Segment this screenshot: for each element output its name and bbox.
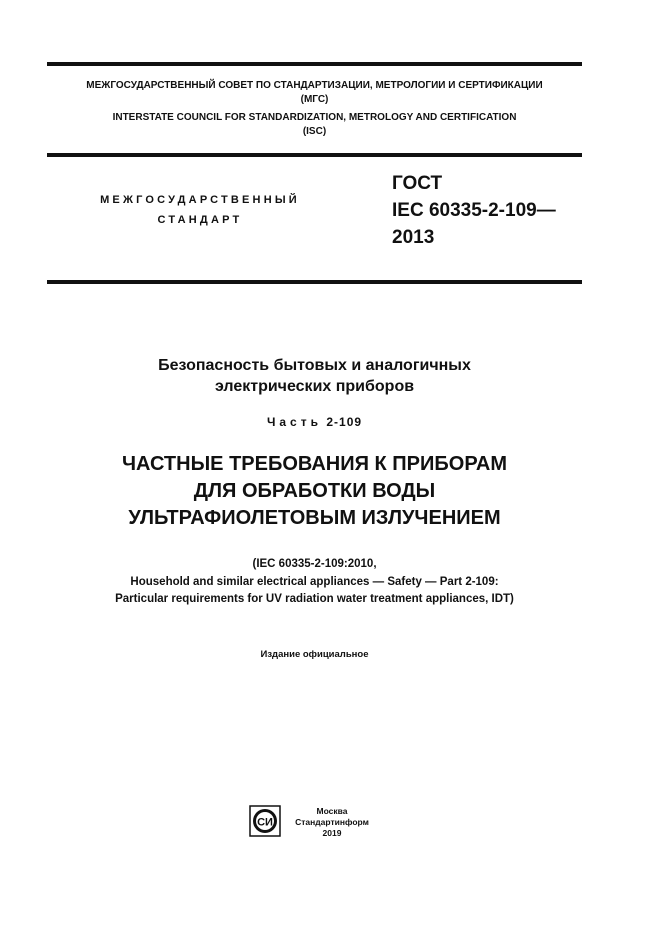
publisher-year: 2019 [322, 828, 342, 838]
main-title-line2: ДЛЯ ОБРАБОТКИ ВОДЫ [193, 480, 436, 502]
gost-designation [392, 170, 556, 251]
header-rule [47, 153, 582, 157]
iec-ref-line3: Particular requirements for UV radiation water treatment appliances, IDT) [115, 593, 514, 605]
standartinform-logo [249, 805, 281, 837]
part-heading [47, 415, 582, 429]
publisher-city: Москва [316, 806, 348, 816]
main-title-line1: ЧАСТНЫЕ ТРЕБОВАНИЯ К ПРИБОРАМ [121, 453, 508, 475]
publisher-name: Стандартинформ [295, 817, 369, 827]
gost-year: 2013 [392, 227, 435, 248]
main-title-line3: УЛЬТРАФИОЛЕТОВЫМ ИЗЛУЧЕНИЕМ [128, 507, 501, 529]
gost-number: IEC 60335-2-109— [392, 200, 556, 221]
logo-text: СИ [257, 816, 273, 829]
part-number: 2-109 [326, 415, 363, 429]
publisher-block [292, 806, 372, 839]
council-en: INTERSTATE COUNCIL FOR STANDARDIZATION, METROLOGY AND CERTIFICATION [112, 112, 517, 123]
part-word: Часть [266, 415, 322, 429]
edition-label: Издание официальное [260, 649, 369, 660]
standard-type-line1: МЕЖГОСУДАРСТВЕННЫЙ [100, 194, 300, 206]
general-title-line1: Безопасность бытовых и аналогичных [158, 357, 471, 374]
designation-rule [47, 280, 582, 284]
iec-ref-line2: Household and similar electrical appliances — Safety — Part 2-109: [130, 576, 499, 588]
council-ru: МЕЖГОСУДАРСТВЕННЫЙ СОВЕТ ПО СТАНДАРТИЗАЦИИ, МЕТРОЛОГИИ И СЕРТИФИКАЦИИ [86, 80, 543, 91]
general-title-line2: электрических приборов [214, 378, 415, 395]
standard-type-line2: СТАНДАРТ [157, 214, 243, 226]
council-en-abbr: (ISC) [302, 126, 327, 137]
iec-ref-line1: (IEC 60335-2-109:2010, [252, 558, 377, 570]
gost-label: ГОСТ [392, 173, 443, 194]
council-ru-abbr: (МГС) [300, 94, 329, 105]
top-rule [47, 62, 582, 66]
